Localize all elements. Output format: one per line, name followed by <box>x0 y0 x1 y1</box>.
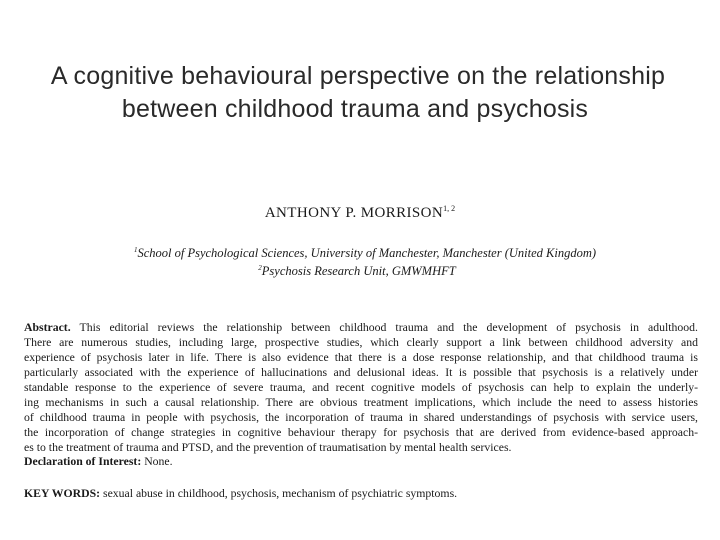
abstract-line: particularly associated with the experience of hallucinations and delusional ideas. It is possible that psychosis is a relatively under <box>24 366 698 379</box>
key-words-label: KEY WORDS: <box>24 487 101 500</box>
abstract-line <box>24 320 698 335</box>
author-name-text: ANTHONY P. MORRISON <box>264 205 444 221</box>
abstract-line: ing mechanisms in such a causal relationship. There are obvious treatment implications, which include the need to assess histories <box>24 396 698 409</box>
paper-title-line-1: A cognitive behavioural perspective on the relationship <box>50 62 666 90</box>
abstract-label: Abstract. <box>24 321 71 334</box>
abstract-line: es to the treatment of trauma and PTSD, and the prevention of traumatisation by mental health services. <box>24 441 512 454</box>
declaration-value: None. <box>144 455 173 468</box>
abstract-line: experience of psychosis later in life. There is also evidence that there is a dose response relationship, and that childhood trauma is <box>24 351 698 364</box>
abstract-line-text: This editorial reviews the relationship between childhood trauma and the development of psychosis in adulthood. <box>79 321 698 334</box>
abstract <box>24 320 698 455</box>
abstract-line: standable response to the experience of severe trauma, and recent cognitive models of psychosis can help to explain the underly- <box>24 381 698 394</box>
affiliation-1-text: School of Psychological Sciences, University of Manchester, Manchester (United Kingdom) <box>137 246 597 261</box>
abstract-line: There are numerous studies, including large, prospective studies, which clearly support a link between childhood adversity and <box>24 336 698 349</box>
abstract-line: the incorporation of change strategies in cognitive behaviour therapy for psychosis that are derived from evidence-based approach- <box>24 426 698 439</box>
affiliation-1 <box>5 246 720 261</box>
paper-title-line-2: between childhood trauma and psychosis <box>121 95 589 123</box>
affiliation-1-marker: 1 <box>133 246 138 254</box>
abstract-line: of childhood trauma in people with psychosis, the incorporation of trauma in shared understandings of psychosis with service users, <box>24 411 698 424</box>
affiliation-2-marker: 2 <box>258 264 262 272</box>
key-words <box>24 487 457 500</box>
affiliation-2-text: Psychosis Research Unit, GMWMHFT <box>261 264 456 279</box>
author-affiliation-markers: 1, 2 <box>443 204 456 213</box>
key-words-value: sexual abuse in childhood, psychosis, mechanism of psychiatric symptoms. <box>103 487 458 500</box>
declaration-of-interest <box>24 455 173 468</box>
declaration-label: Declaration of Interest: <box>24 455 142 468</box>
author-name <box>0 204 720 222</box>
affiliation-2 <box>0 264 717 279</box>
